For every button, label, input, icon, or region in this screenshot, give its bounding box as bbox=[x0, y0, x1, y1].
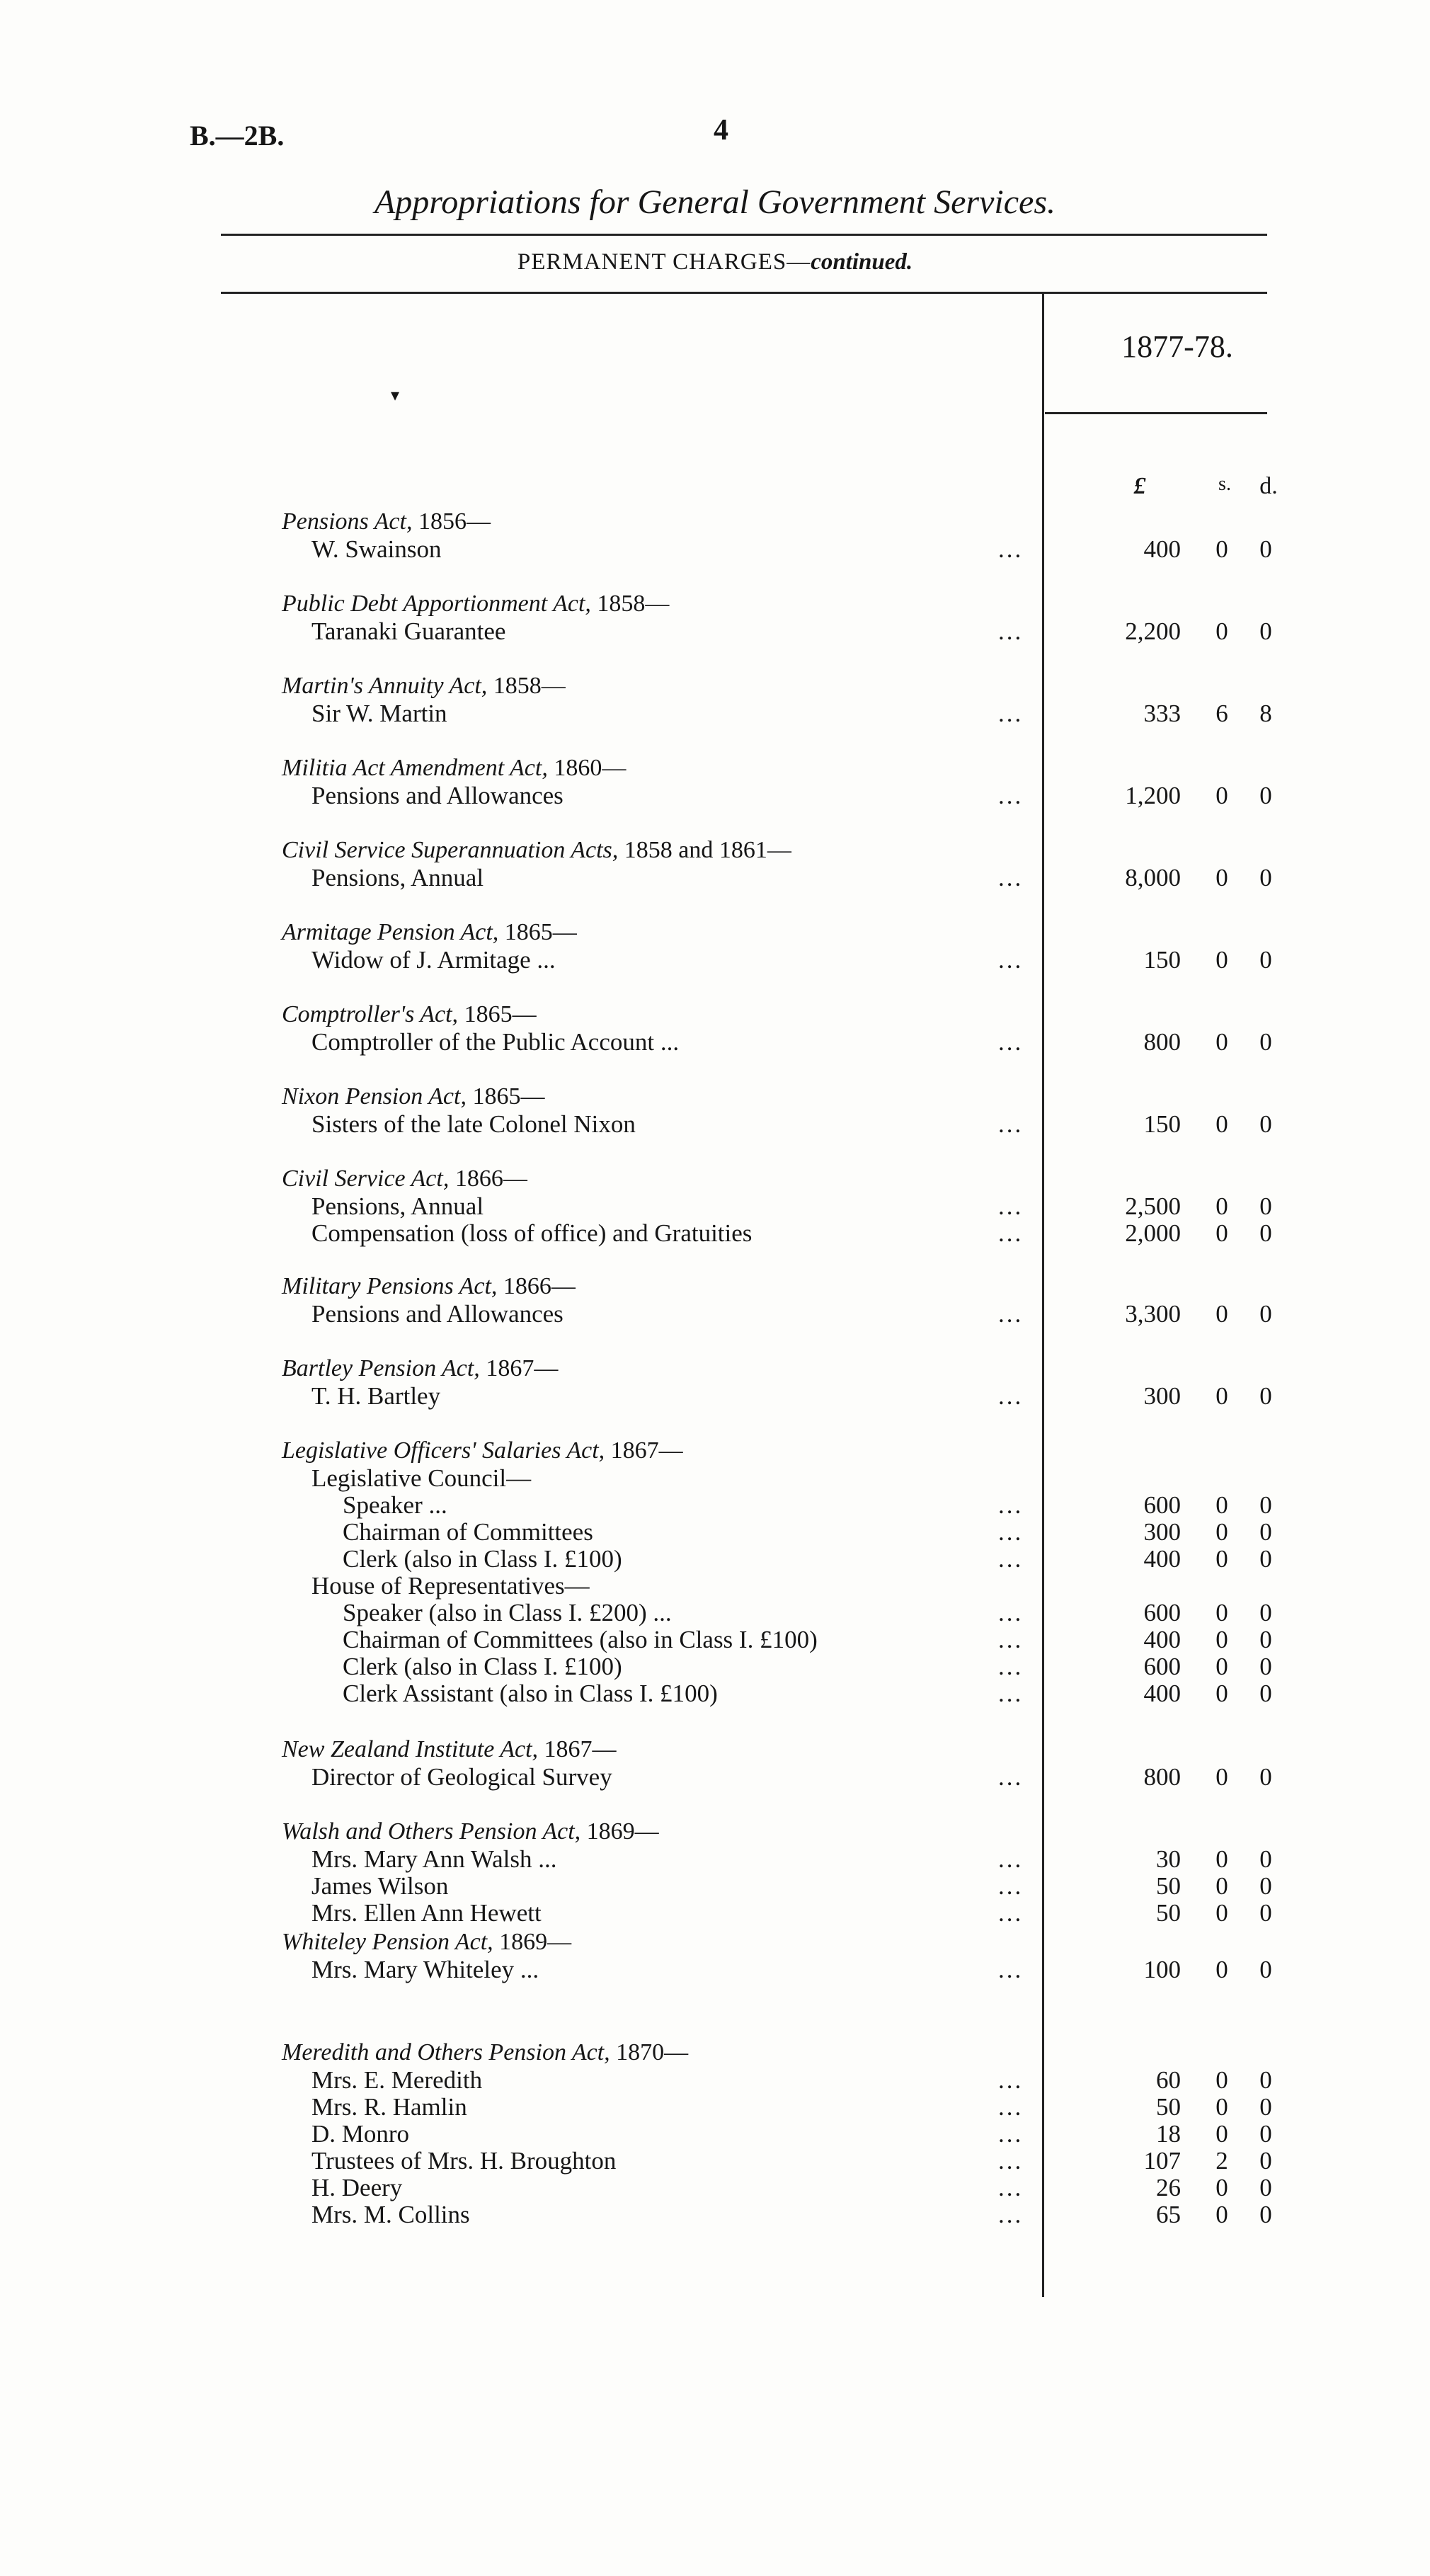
dot-leader: ... bbox=[998, 1110, 1024, 1138]
act-heading bbox=[282, 919, 577, 946]
line-item-label: D. Monro bbox=[311, 2120, 410, 2148]
amount-shillings: 0 bbox=[1216, 1899, 1228, 1927]
table-top-rule bbox=[221, 292, 1267, 294]
amount-shillings: 0 bbox=[1216, 1626, 1228, 1653]
dot-leader: ... bbox=[998, 1899, 1024, 1927]
amount-shillings: 0 bbox=[1216, 1763, 1228, 1791]
dot-leader: ... bbox=[998, 1382, 1024, 1410]
line-item-label: Mrs. E. Meredith bbox=[311, 2066, 483, 2094]
line-item-label: H. Deery bbox=[311, 2174, 403, 2201]
title-rule bbox=[221, 234, 1267, 236]
amount-pence: 0 bbox=[1259, 1653, 1272, 1680]
dot-leader: ... bbox=[998, 2147, 1024, 2175]
act-year: 1869— bbox=[586, 1818, 659, 1845]
amount-shillings: 0 bbox=[1216, 1680, 1228, 1707]
amount-shillings: 0 bbox=[1216, 2066, 1228, 2094]
act-heading bbox=[282, 591, 669, 617]
act-name: Military Pensions Act, bbox=[282, 1273, 498, 1299]
amount-pence: 0 bbox=[1259, 1192, 1272, 1220]
act-year: 1858— bbox=[597, 591, 670, 617]
dot-leader: ... bbox=[998, 700, 1024, 727]
amount-pounds: 2,200 bbox=[1125, 617, 1181, 645]
line-item-label: W. Swainson bbox=[311, 535, 442, 563]
amount-shillings: 0 bbox=[1216, 2120, 1228, 2148]
subgroup-heading: Legislative Council— bbox=[311, 1464, 532, 1492]
act-year: 1858 and 1861— bbox=[624, 837, 791, 863]
amount-pence: 8 bbox=[1259, 700, 1272, 727]
dot-leader: ... bbox=[998, 2201, 1024, 2228]
amount-pounds: 50 bbox=[1156, 2093, 1181, 2121]
amount-shillings: 0 bbox=[1216, 1491, 1228, 1519]
page-title: Appropriations for General Government Services. bbox=[374, 183, 1056, 221]
amount-pounds: 600 bbox=[1143, 1599, 1181, 1626]
amount-pence: 0 bbox=[1259, 2066, 1272, 2094]
act-heading bbox=[282, 1437, 683, 1464]
act-heading bbox=[282, 755, 626, 782]
act-name: Civil Service Superannuation Acts, bbox=[282, 837, 619, 863]
amount-pounds: 60 bbox=[1156, 2066, 1181, 2094]
act-year: 1865— bbox=[464, 1001, 537, 1027]
act-name: Nixon Pension Act, bbox=[282, 1083, 467, 1110]
shillings-column-header: s. bbox=[1218, 473, 1231, 495]
line-item-label: Clerk (also in Class I. £100) bbox=[343, 1653, 622, 1680]
act-name: Meredith and Others Pension Act, bbox=[282, 2039, 610, 2065]
amount-pence: 0 bbox=[1259, 617, 1272, 645]
amount-pence: 0 bbox=[1259, 1382, 1272, 1410]
act-name: Legislative Officers' Salaries Act, bbox=[282, 1437, 605, 1464]
line-item-label: Pensions and Allowances bbox=[311, 782, 564, 809]
dot-leader: ... bbox=[998, 1599, 1024, 1626]
dot-leader: ... bbox=[998, 946, 1024, 974]
dot-leader: ... bbox=[998, 1680, 1024, 1707]
amount-pounds: 300 bbox=[1143, 1382, 1181, 1410]
amount-pence: 0 bbox=[1259, 782, 1272, 809]
column-divider bbox=[1042, 292, 1044, 2297]
dot-leader: ... bbox=[998, 2120, 1024, 2148]
amount-pounds: 107 bbox=[1143, 2147, 1181, 2175]
amount-pounds: 100 bbox=[1143, 1956, 1181, 1983]
amount-shillings: 0 bbox=[1216, 782, 1228, 809]
line-item-label: Pensions, Annual bbox=[311, 1192, 484, 1220]
amount-pence: 0 bbox=[1259, 2201, 1272, 2228]
dot-leader: ... bbox=[998, 1763, 1024, 1791]
line-item-label: Pensions and Allowances bbox=[311, 1300, 564, 1328]
amount-pounds: 1,200 bbox=[1125, 782, 1181, 809]
amount-shillings: 0 bbox=[1216, 535, 1228, 563]
amount-shillings: 0 bbox=[1216, 864, 1228, 891]
amount-pounds: 150 bbox=[1143, 1110, 1181, 1138]
act-name: New Zealand Institute Act, bbox=[282, 1736, 539, 1762]
act-year: 1869— bbox=[499, 1929, 572, 1955]
amount-pence: 0 bbox=[1259, 1599, 1272, 1626]
line-item-label: Sisters of the late Colonel Nixon bbox=[311, 1110, 636, 1138]
act-heading bbox=[282, 673, 566, 700]
line-item-label: Chairman of Committees (also in Class I. £100) bbox=[343, 1626, 818, 1653]
line-item-label: Trustees of Mrs. H. Broughton bbox=[311, 2147, 617, 2175]
page-number: 4 bbox=[714, 114, 728, 147]
amount-shillings: 0 bbox=[1216, 2093, 1228, 2121]
dot-leader: ... bbox=[998, 2174, 1024, 2201]
amount-pounds: 400 bbox=[1143, 1545, 1181, 1573]
amount-shillings: 0 bbox=[1216, 1545, 1228, 1573]
act-name: Whiteley Pension Act, bbox=[282, 1929, 493, 1955]
amount-pence: 0 bbox=[1259, 1545, 1272, 1573]
act-name: Armitage Pension Act, bbox=[282, 919, 499, 945]
amount-pounds: 8,000 bbox=[1125, 864, 1181, 891]
year-header: 1877-78. bbox=[1121, 329, 1233, 364]
amount-pounds: 400 bbox=[1143, 535, 1181, 563]
amount-pounds: 400 bbox=[1143, 1680, 1181, 1707]
amount-pounds: 300 bbox=[1143, 1518, 1181, 1546]
act-year: 1870— bbox=[616, 2039, 689, 2065]
subtitle-text: PERMANENT CHARGES— bbox=[517, 249, 811, 275]
amount-pence: 0 bbox=[1259, 2174, 1272, 2201]
line-item-label: Speaker ... bbox=[343, 1491, 447, 1519]
act-year: 1865— bbox=[472, 1083, 545, 1110]
act-heading bbox=[282, 1929, 571, 1956]
line-item-label: James Wilson bbox=[311, 1872, 449, 1900]
stray-mark: ▾ bbox=[391, 387, 400, 405]
act-heading bbox=[282, 1166, 527, 1192]
amount-pounds: 150 bbox=[1143, 946, 1181, 974]
line-item-label: Mrs. R. Hamlin bbox=[311, 2093, 467, 2121]
act-name: Walsh and Others Pension Act, bbox=[282, 1818, 581, 1845]
amount-pence: 0 bbox=[1259, 1872, 1272, 1900]
amount-pence: 0 bbox=[1259, 1899, 1272, 1927]
amount-pence: 0 bbox=[1259, 864, 1272, 891]
amount-shillings: 0 bbox=[1216, 1028, 1228, 1056]
amount-pence: 0 bbox=[1259, 1680, 1272, 1707]
amount-shillings: 0 bbox=[1216, 617, 1228, 645]
amount-shillings: 2 bbox=[1216, 2147, 1228, 2175]
document-reference: B.—2B. bbox=[190, 120, 285, 152]
amount-shillings: 0 bbox=[1216, 1192, 1228, 1220]
subtitle-continued: continued. bbox=[811, 249, 913, 275]
amount-pence: 0 bbox=[1259, 1956, 1272, 1983]
amount-pence: 0 bbox=[1259, 1763, 1272, 1791]
amount-pence: 0 bbox=[1259, 1845, 1272, 1873]
amount-pence: 0 bbox=[1259, 2093, 1272, 2121]
amount-shillings: 0 bbox=[1216, 1599, 1228, 1626]
amount-shillings: 0 bbox=[1216, 1956, 1228, 1983]
line-item-label: Mrs. Ellen Ann Hewett bbox=[311, 1899, 542, 1927]
act-year: 1858— bbox=[493, 673, 566, 699]
amount-pence: 0 bbox=[1259, 1028, 1272, 1056]
act-heading bbox=[282, 508, 491, 535]
section-subtitle bbox=[0, 249, 1430, 275]
amount-pence: 0 bbox=[1259, 946, 1272, 974]
act-year: 1866— bbox=[503, 1273, 576, 1299]
act-year: 1867— bbox=[544, 1736, 617, 1762]
dot-leader: ... bbox=[998, 1653, 1024, 1680]
amount-pence: 0 bbox=[1259, 1219, 1272, 1247]
amount-pounds: 50 bbox=[1156, 1899, 1181, 1927]
line-item-label: Clerk (also in Class I. £100) bbox=[343, 1545, 622, 1573]
amount-pounds: 2,000 bbox=[1125, 1219, 1181, 1247]
act-year: 1856— bbox=[418, 508, 491, 535]
dot-leader: ... bbox=[998, 1491, 1024, 1519]
dot-leader: ... bbox=[998, 2066, 1024, 2094]
amount-shillings: 0 bbox=[1216, 1300, 1228, 1328]
subgroup-heading: House of Representatives— bbox=[311, 1572, 590, 1600]
amount-pence: 0 bbox=[1259, 1300, 1272, 1328]
act-name: Bartley Pension Act, bbox=[282, 1355, 480, 1381]
dot-leader: ... bbox=[998, 1545, 1024, 1573]
amount-pence: 0 bbox=[1259, 535, 1272, 563]
amount-pounds: 65 bbox=[1156, 2201, 1181, 2228]
amount-shillings: 0 bbox=[1216, 1653, 1228, 1680]
amount-pounds: 600 bbox=[1143, 1653, 1181, 1680]
act-heading bbox=[282, 1273, 576, 1300]
act-name: Comptroller's Act, bbox=[282, 1001, 459, 1027]
amount-shillings: 0 bbox=[1216, 2201, 1228, 2228]
act-year: 1867— bbox=[486, 1355, 559, 1381]
line-item-label: Sir W. Martin bbox=[311, 700, 447, 727]
amount-shillings: 0 bbox=[1216, 1518, 1228, 1546]
amount-pounds: 26 bbox=[1156, 2174, 1181, 2201]
line-item-label: Comptroller of the Public Account ... bbox=[311, 1028, 680, 1056]
dot-leader: ... bbox=[998, 1028, 1024, 1056]
dot-leader: ... bbox=[998, 782, 1024, 809]
act-heading bbox=[282, 1083, 544, 1110]
act-heading bbox=[282, 2039, 688, 2066]
amount-pounds: 30 bbox=[1156, 1845, 1181, 1873]
amount-pounds: 50 bbox=[1156, 1872, 1181, 1900]
line-item-label: Widow of J. Armitage ... bbox=[311, 946, 556, 974]
line-item-label: Taranaki Guarantee bbox=[311, 617, 506, 645]
act-heading bbox=[282, 1355, 558, 1382]
act-year: 1860— bbox=[554, 755, 627, 781]
act-year: 1865— bbox=[504, 919, 577, 945]
amount-pounds: 2,500 bbox=[1125, 1192, 1181, 1220]
line-item-label: Mrs. Mary Ann Walsh ... bbox=[311, 1845, 557, 1873]
line-item-label: Pensions, Annual bbox=[311, 864, 484, 891]
amount-pence: 0 bbox=[1259, 1626, 1272, 1653]
amount-shillings: 0 bbox=[1216, 1845, 1228, 1873]
line-item-label: Clerk Assistant (also in Class I. £100) bbox=[343, 1680, 718, 1707]
line-item-label: Compensation (loss of office) and Gratuities bbox=[311, 1219, 753, 1247]
amount-shillings: 0 bbox=[1216, 1872, 1228, 1900]
pounds-column-header: £ bbox=[1133, 473, 1146, 499]
act-year: 1867— bbox=[610, 1437, 683, 1464]
line-item-label: Director of Geological Survey bbox=[311, 1763, 612, 1791]
amount-pounds: 800 bbox=[1143, 1028, 1181, 1056]
amount-pounds: 600 bbox=[1143, 1491, 1181, 1519]
dot-leader: ... bbox=[998, 535, 1024, 563]
dot-leader: ... bbox=[998, 1518, 1024, 1546]
act-name: Militia Act Amendment Act, bbox=[282, 755, 548, 781]
amount-pounds: 18 bbox=[1156, 2120, 1181, 2148]
act-name: Public Debt Apportionment Act, bbox=[282, 591, 591, 617]
act-name: Civil Service Act, bbox=[282, 1166, 450, 1192]
line-item-label: Mrs. M. Collins bbox=[311, 2201, 470, 2228]
line-item-label: Mrs. Mary Whiteley ... bbox=[311, 1956, 539, 1983]
dot-leader: ... bbox=[998, 1626, 1024, 1653]
amount-shillings: 0 bbox=[1216, 1382, 1228, 1410]
dot-leader: ... bbox=[998, 2093, 1024, 2121]
amount-pence: 0 bbox=[1259, 2120, 1272, 2148]
line-item-label: Speaker (also in Class I. £200) ... bbox=[343, 1599, 672, 1626]
line-item-label: Chairman of Committees bbox=[343, 1518, 593, 1546]
dot-leader: ... bbox=[998, 1872, 1024, 1900]
act-year: 1866— bbox=[454, 1166, 527, 1192]
act-name: Pensions Act, bbox=[282, 508, 413, 535]
amount-shillings: 0 bbox=[1216, 946, 1228, 974]
act-heading bbox=[282, 1001, 537, 1028]
amount-shillings: 0 bbox=[1216, 1110, 1228, 1138]
dot-leader: ... bbox=[998, 617, 1024, 645]
year-header-rule bbox=[1045, 412, 1267, 414]
dot-leader: ... bbox=[998, 864, 1024, 891]
act-heading bbox=[282, 1818, 659, 1845]
act-heading bbox=[282, 837, 791, 864]
dot-leader: ... bbox=[998, 1845, 1024, 1873]
amount-pounds: 800 bbox=[1143, 1763, 1181, 1791]
dot-leader: ... bbox=[998, 1192, 1024, 1220]
amount-pounds: 333 bbox=[1143, 700, 1181, 727]
amount-pounds: 400 bbox=[1143, 1626, 1181, 1653]
amount-pence: 0 bbox=[1259, 1518, 1272, 1546]
amount-shillings: 0 bbox=[1216, 2174, 1228, 2201]
amount-pounds: 3,300 bbox=[1125, 1300, 1181, 1328]
dot-leader: ... bbox=[998, 1956, 1024, 1983]
amount-shillings: 0 bbox=[1216, 1219, 1228, 1247]
amount-pence: 0 bbox=[1259, 1110, 1272, 1138]
line-item-label: T. H. Bartley bbox=[311, 1382, 441, 1410]
amount-pence: 0 bbox=[1259, 1491, 1272, 1519]
act-heading bbox=[282, 1736, 617, 1763]
pence-column-header: d. bbox=[1259, 473, 1278, 499]
amount-pence: 0 bbox=[1259, 2147, 1272, 2175]
dot-leader: ... bbox=[998, 1219, 1024, 1247]
amount-shillings: 6 bbox=[1216, 700, 1228, 727]
act-name: Martin's Annuity Act, bbox=[282, 673, 488, 699]
dot-leader: ... bbox=[998, 1300, 1024, 1328]
